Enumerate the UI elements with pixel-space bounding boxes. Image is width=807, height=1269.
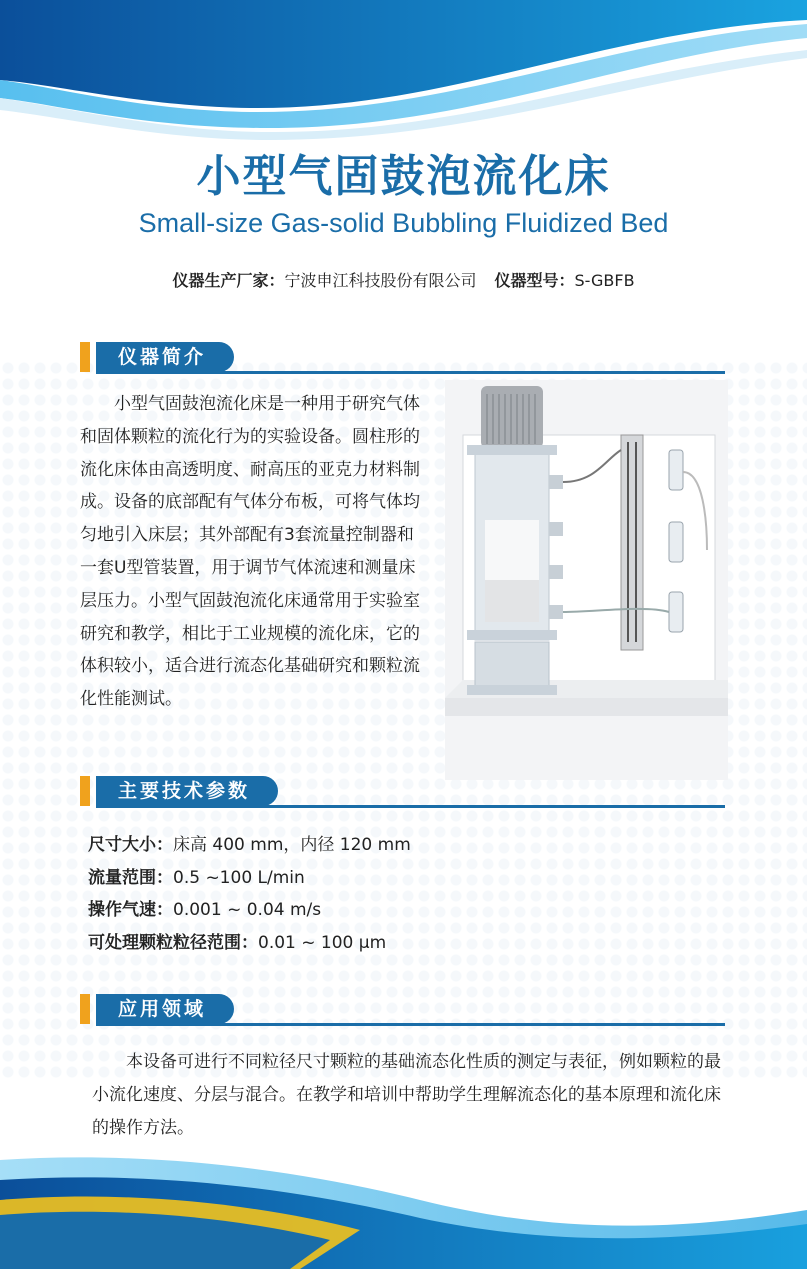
spec-label: 尺寸大小： <box>88 835 173 855</box>
page-subtitle: Small-size Gas-solid Bubbling Fluidized Bed <box>138 208 669 238</box>
model-label: 仪器型号： <box>494 271 575 290</box>
spec-row <box>88 927 411 960</box>
manufacturer-value: 宁波申江科技股份有限公司 <box>284 271 477 290</box>
section-bar-icon <box>80 342 90 372</box>
section-title-apps: 应用领域 <box>96 994 234 1024</box>
spec-label: 流量范围： <box>88 867 173 888</box>
section-header-intro <box>80 340 725 380</box>
flowmeter-icon <box>669 450 683 632</box>
instrument-meta <box>0 268 807 291</box>
section-bar-icon <box>80 776 90 806</box>
bottom-wave-banner <box>0 1140 807 1269</box>
section-divider <box>96 371 725 374</box>
section-title-specs: 主要技术参数 <box>96 776 278 806</box>
spec-value: 0.01 ~ 100 μm <box>258 932 387 953</box>
spec-row <box>88 829 411 862</box>
u-tube-icon <box>621 435 643 650</box>
intro-paragraph: 小型气固鼓泡流化床是一种用于研究气体和固体颗粒的流化行为的实验设备。圆柱形的流化床体由高透明度、耐高压的亚克力材料制成。设备的底部配有气体分布板，可将气体均匀地引入床层；其外部配有3套流量控制器和一套U型管装置，用于调节气体流速和测量床层压力。小型气固鼓泡流化床通常用于实验室研究和教学，相比于工业规模的流化床，它的体积较小，适合进行流态化基础研究和颗粒流化性能测试。 <box>80 394 420 710</box>
spec-value: 0.5 ~100 L/min <box>173 867 305 888</box>
section-header-apps <box>80 992 725 1032</box>
section-title-intro: 仪器简介 <box>96 342 234 372</box>
section-divider <box>96 805 725 808</box>
applications-paragraph: 本设备可进行不同粒径尺寸颗粒的基础流态化性质的测定与表征，例如颗粒的最小流化速度、分层与混合。在教学和培训中帮助学生理解流态化的基本原理和流化床的操作方法。 <box>92 1052 721 1138</box>
section-divider <box>96 1023 725 1026</box>
model-value: S-GBFB <box>574 271 635 290</box>
spec-list <box>88 829 411 959</box>
spec-value: 床高 400 mm，内径 120 mm <box>173 835 411 855</box>
product-photo <box>445 380 728 780</box>
section-header-specs <box>80 774 725 814</box>
manufacturer-label: 仪器生产厂家： <box>172 271 285 290</box>
spec-value: 0.001 ~ 0.04 m/s <box>173 900 322 920</box>
section-bar-icon <box>80 994 90 1024</box>
spec-label: 操作气速： <box>88 900 173 920</box>
spec-label: 可处理颗粒粒径范围： <box>88 932 258 953</box>
page-title: 小型气固鼓泡流化床 <box>196 151 611 202</box>
spec-row <box>88 894 411 927</box>
spec-row <box>88 862 411 895</box>
top-wave-banner <box>0 0 807 140</box>
